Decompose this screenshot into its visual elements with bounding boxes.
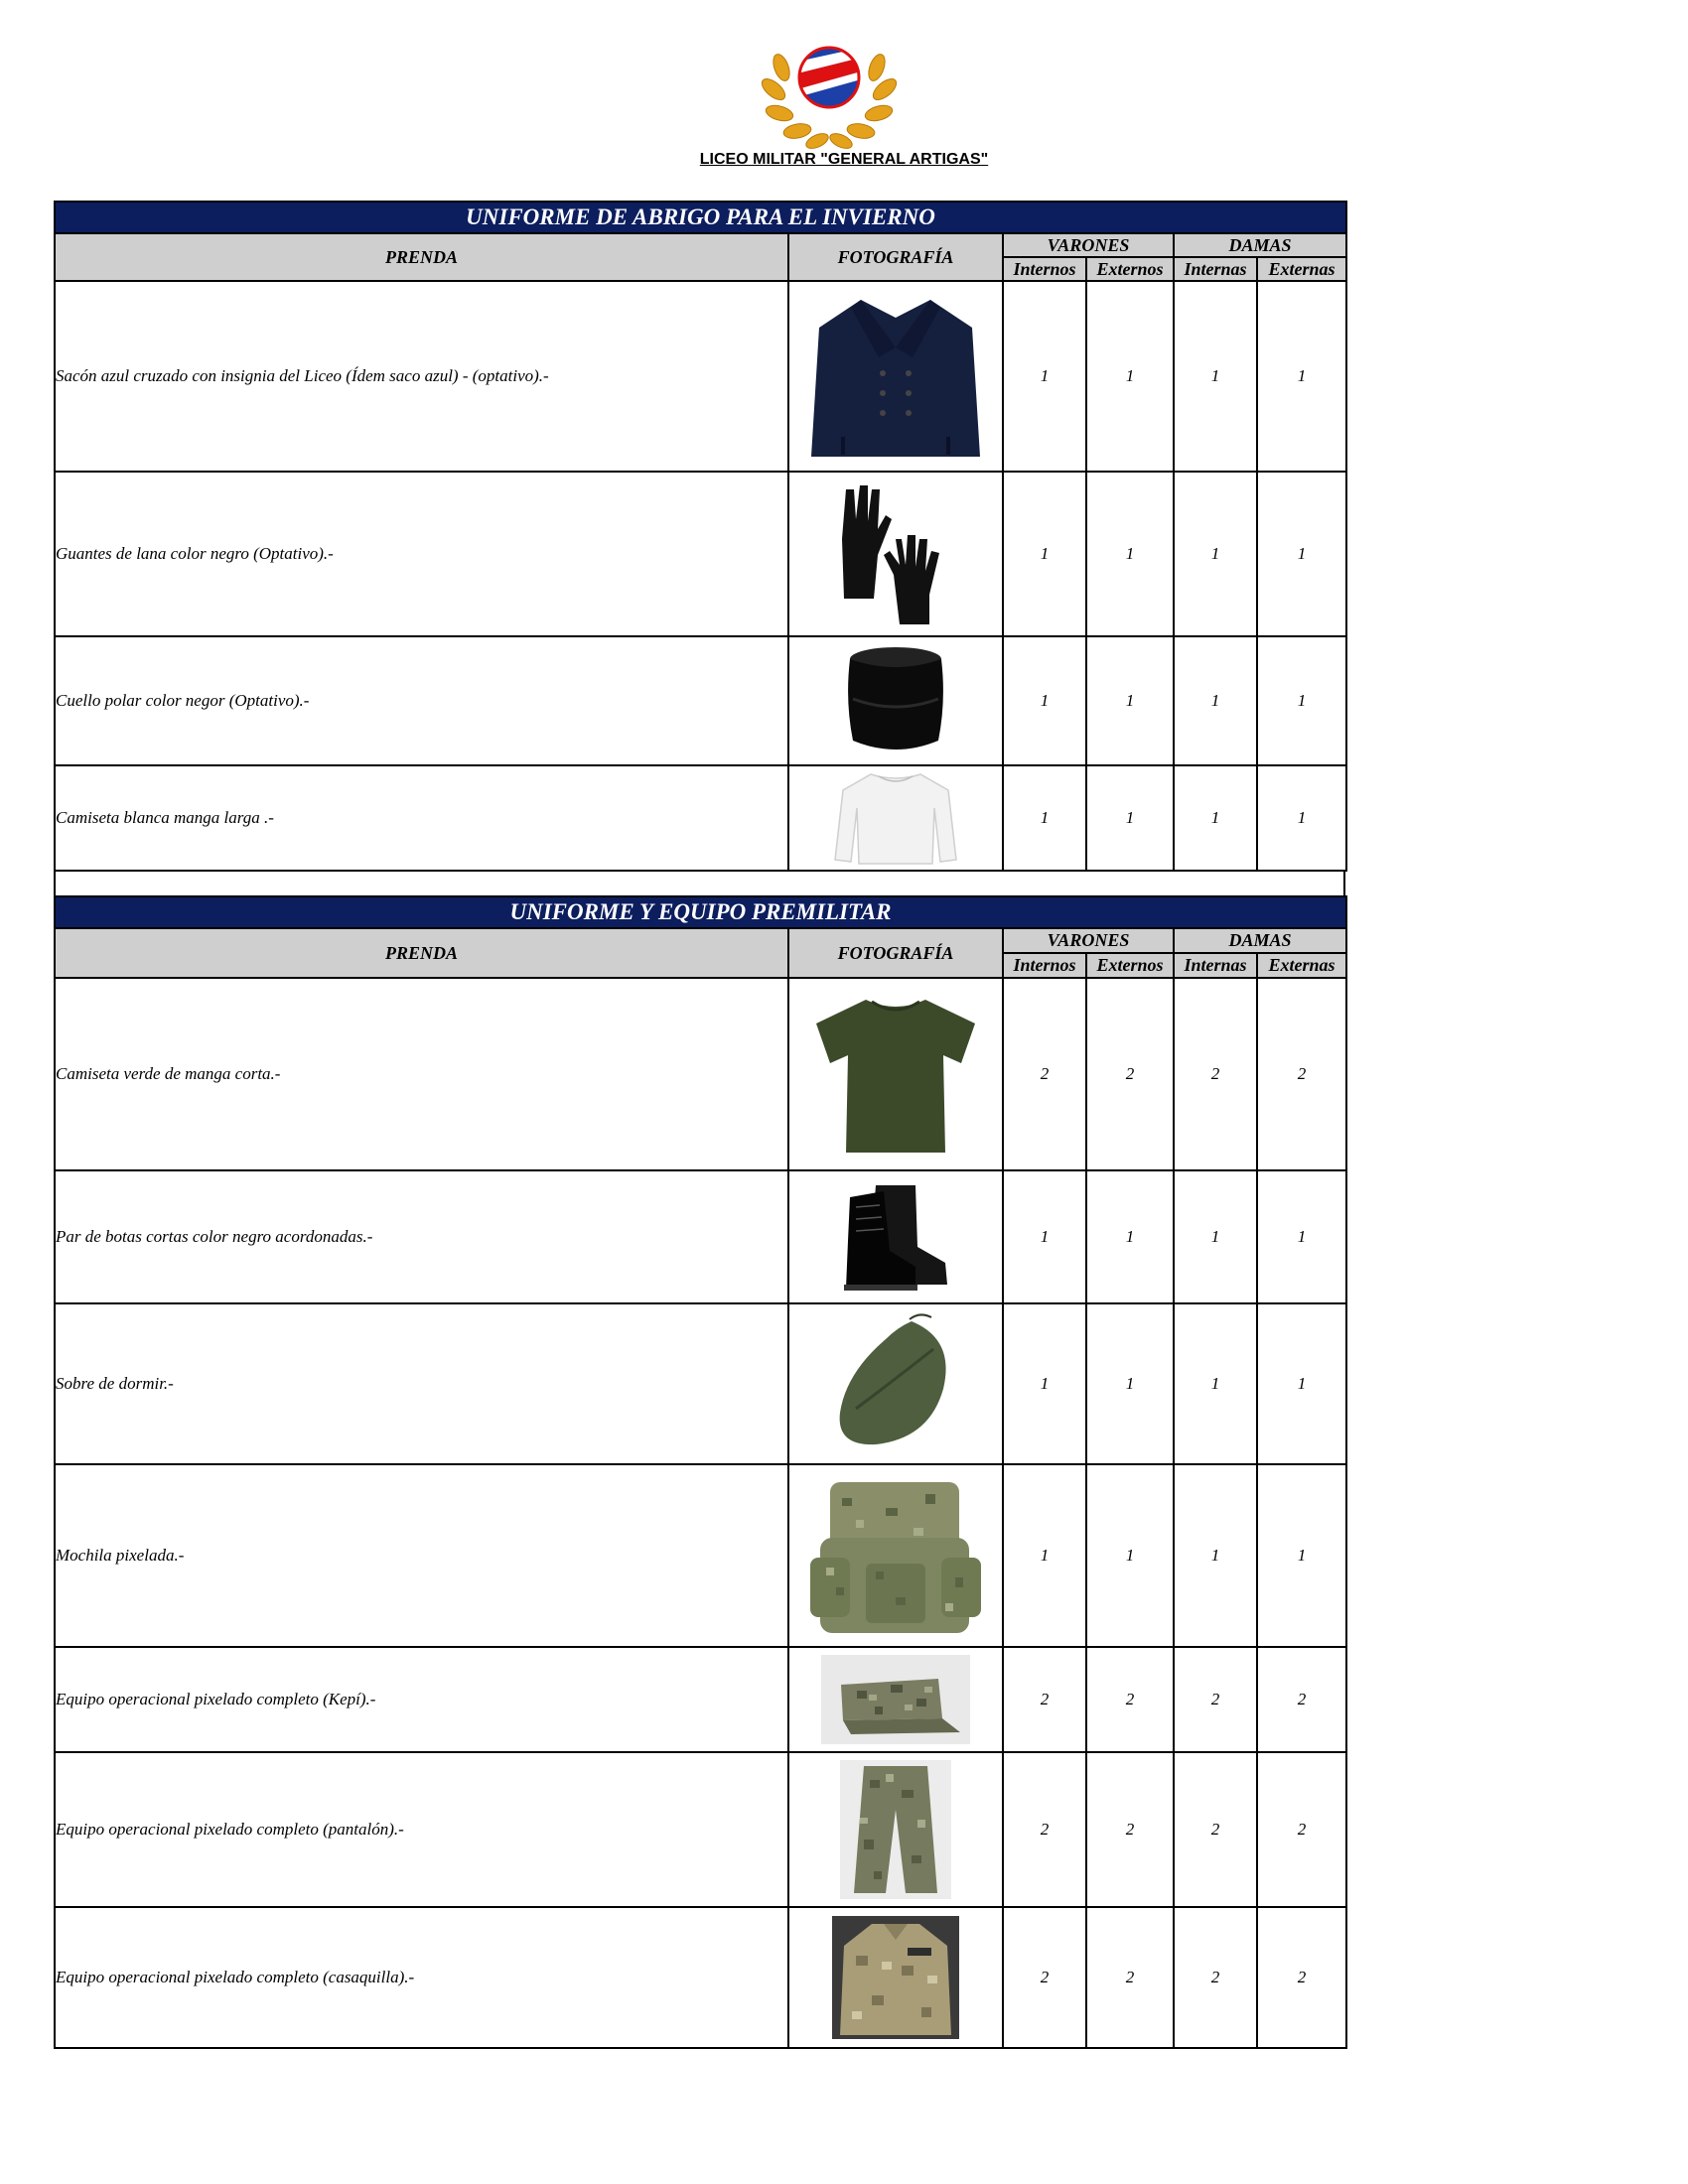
header-internos: Internos: [1003, 953, 1086, 978]
section-title: UNIFORME Y EQUIPO PREMILITAR: [55, 896, 1346, 928]
school-crest-logo: [760, 28, 899, 155]
kepi-photo: [821, 1655, 970, 1744]
header-internas: Internas: [1174, 953, 1257, 978]
item-description: Equipo operacional pixelado completo (Kepí).-: [55, 1647, 788, 1752]
qty-varones-externos: 1: [1086, 1303, 1174, 1464]
school-name-heading: LICEO MILITAR "GENERAL ARTIGAS": [699, 151, 989, 168]
qty-damas-internas: 1: [1174, 765, 1257, 871]
qty-damas-externas: 1: [1257, 1170, 1346, 1303]
table-row: [55, 636, 1346, 765]
table-row: [55, 978, 1346, 1170]
qty-varones-internos: 2: [1003, 1647, 1086, 1752]
qty-varones-internos: 2: [1003, 978, 1086, 1170]
boots-photo: [836, 1177, 955, 1297]
header-fotografia: FOTOGRAFÍA: [788, 233, 1003, 281]
qty-varones-internos: 2: [1003, 1907, 1086, 2048]
white-longsleeve-photo: [831, 768, 960, 868]
jacket-photo: [832, 1916, 959, 2039]
table-row: [55, 1303, 1346, 1464]
qty-varones-internos: 1: [1003, 472, 1086, 636]
neck-gaiter-photo: [831, 641, 960, 760]
header-fotografia: FOTOGRAFÍA: [788, 928, 1003, 978]
item-description: Equipo operacional pixelado completo (casaquilla).-: [55, 1907, 788, 2048]
qty-varones-externos: 1: [1086, 765, 1174, 871]
item-description: Sobre de dormir.-: [55, 1303, 788, 1464]
backpack-photo: [796, 1468, 995, 1643]
qty-damas-internas: 2: [1174, 978, 1257, 1170]
table-row: [55, 281, 1346, 472]
item-description: Cuello polar color negor (Optativo).-: [55, 636, 788, 765]
header-internas: Internas: [1174, 257, 1257, 281]
qty-damas-internas: 2: [1174, 1647, 1257, 1752]
section-winter-uniform-table: [54, 201, 1347, 872]
qty-varones-internos: 1: [1003, 281, 1086, 472]
qty-damas-internas: 1: [1174, 281, 1257, 472]
item-description: Equipo operacional pixelado completo (pantalón).-: [55, 1752, 788, 1907]
qty-varones-externos: 2: [1086, 1907, 1174, 2048]
header-prenda: PRENDA: [55, 233, 788, 281]
table-row: [55, 1752, 1346, 1907]
table-row: [55, 1464, 1346, 1647]
item-description: Camiseta blanca manga larga .-: [55, 765, 788, 871]
qty-damas-internas: 2: [1174, 1907, 1257, 2048]
table-row: [55, 1907, 1346, 2048]
qty-varones-externos: 1: [1086, 1464, 1174, 1647]
qty-damas-externas: 1: [1257, 765, 1346, 871]
item-description: Mochila pixelada.-: [55, 1464, 788, 1647]
qty-damas-internas: 1: [1174, 1170, 1257, 1303]
qty-damas-externas: 1: [1257, 1464, 1346, 1647]
green-tshirt-photo: [806, 990, 985, 1159]
qty-varones-externos: 1: [1086, 281, 1174, 472]
table-row: [55, 1170, 1346, 1303]
qty-damas-internas: 1: [1174, 472, 1257, 636]
sleeping-bag-photo: [816, 1309, 975, 1458]
header-externas: Externas: [1257, 953, 1346, 978]
item-description: Camiseta verde de manga corta.-: [55, 978, 788, 1170]
item-description: Par de botas cortas color negro acordonadas.-: [55, 1170, 788, 1303]
qty-damas-externas: 1: [1257, 1303, 1346, 1464]
section-title: UNIFORME DE ABRIGO PARA EL INVIERNO: [55, 202, 1346, 233]
qty-damas-externas: 2: [1257, 1907, 1346, 2048]
qty-varones-externos: 1: [1086, 472, 1174, 636]
gloves-photo: [826, 479, 965, 628]
qty-damas-internas: 1: [1174, 636, 1257, 765]
qty-varones-internos: 1: [1003, 636, 1086, 765]
section-premilitary-equipment-table: [54, 895, 1347, 2049]
section-spacer: [54, 872, 1345, 895]
header-damas: DAMAS: [1174, 233, 1346, 257]
qty-varones-internos: 1: [1003, 1303, 1086, 1464]
header-damas: DAMAS: [1174, 928, 1346, 953]
table-row: [55, 1647, 1346, 1752]
qty-damas-internas: 1: [1174, 1303, 1257, 1464]
qty-varones-externos: 1: [1086, 636, 1174, 765]
qty-damas-internas: 1: [1174, 1464, 1257, 1647]
item-description: Guantes de lana color negro (Optativo).-: [55, 472, 788, 636]
trousers-photo: [840, 1760, 951, 1899]
qty-varones-externos: 1: [1086, 1170, 1174, 1303]
qty-varones-externos: 2: [1086, 1752, 1174, 1907]
header-externos: Externos: [1086, 257, 1174, 281]
qty-damas-externas: 2: [1257, 1647, 1346, 1752]
qty-varones-internos: 1: [1003, 1464, 1086, 1647]
header-varones: VARONES: [1003, 233, 1174, 257]
table-row: [55, 765, 1346, 871]
header-prenda: PRENDA: [55, 928, 788, 978]
qty-varones-externos: 2: [1086, 978, 1174, 1170]
header-externas: Externas: [1257, 257, 1346, 281]
qty-damas-externas: 1: [1257, 636, 1346, 765]
table-row: [55, 472, 1346, 636]
header-externos: Externos: [1086, 953, 1174, 978]
qty-varones-internos: 1: [1003, 1170, 1086, 1303]
qty-varones-internos: 1: [1003, 765, 1086, 871]
peacoat-photo: [801, 288, 990, 465]
qty-damas-externas: 1: [1257, 472, 1346, 636]
qty-damas-externas: 1: [1257, 281, 1346, 472]
header-internos: Internos: [1003, 257, 1086, 281]
qty-damas-externas: 2: [1257, 1752, 1346, 1907]
qty-varones-internos: 2: [1003, 1752, 1086, 1907]
header-varones: VARONES: [1003, 928, 1174, 953]
qty-varones-externos: 2: [1086, 1647, 1174, 1752]
item-description: Sacón azul cruzado con insignia del Liceo (Ídem saco azul) - (optativo).-: [55, 281, 788, 472]
qty-damas-internas: 2: [1174, 1752, 1257, 1907]
qty-damas-externas: 2: [1257, 978, 1346, 1170]
